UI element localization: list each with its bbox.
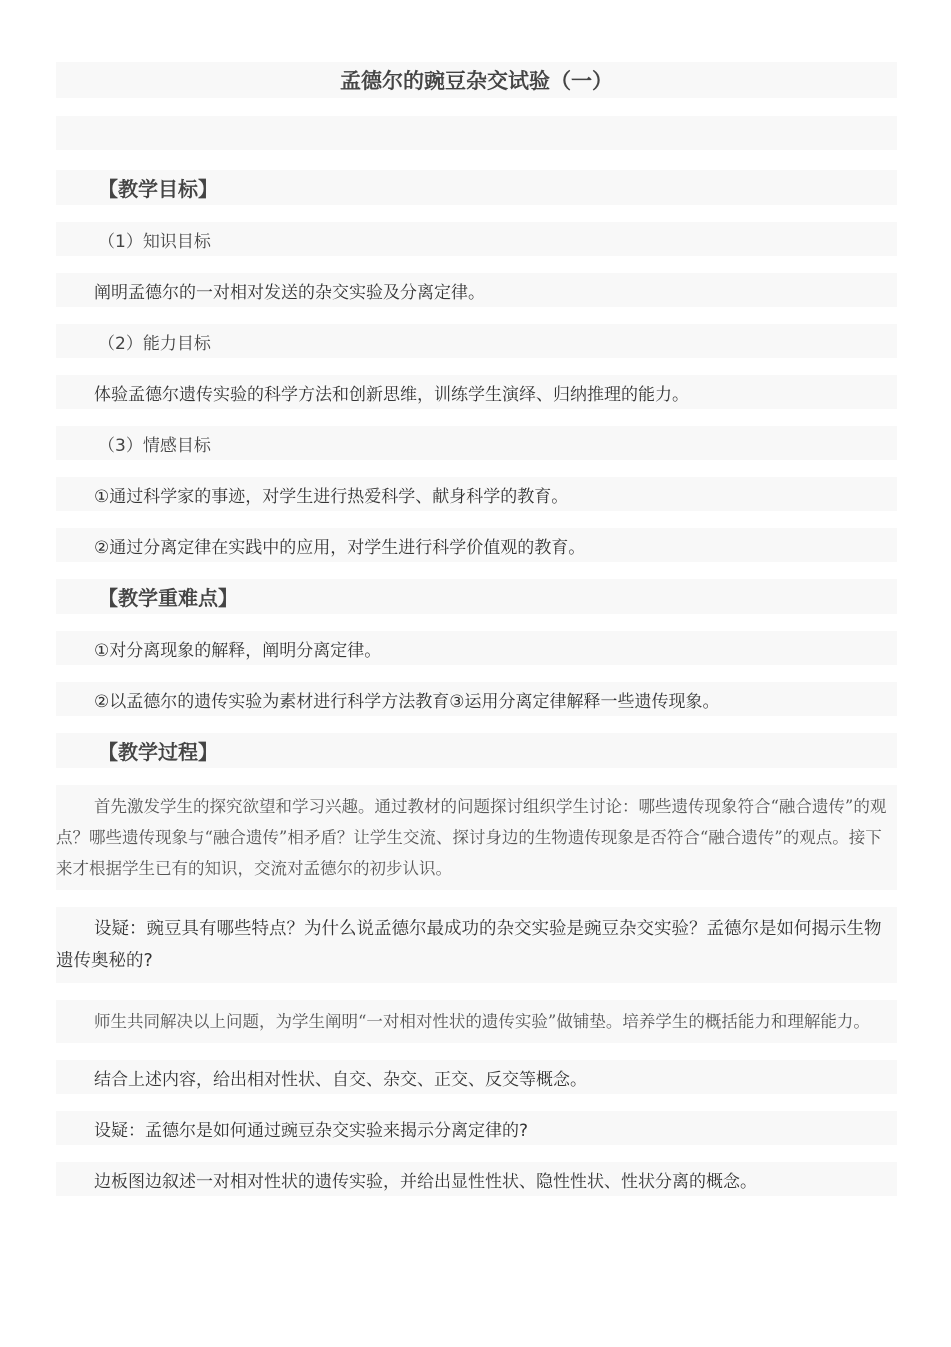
process-paragraph-5: 设疑：孟德尔是如何通过豌豆杂交实验来揭示分离定律的? — [56, 1111, 897, 1145]
blank-line — [56, 116, 897, 150]
ability-goal-text: 体验孟德尔遗传实验的科学方法和创新思维，训练学生演绎、归纳推理的能力。 — [56, 375, 897, 409]
subheading-knowledge-goal: （1）知识目标 — [56, 222, 897, 256]
knowledge-goal-text: 阐明孟德尔的一对相对发送的杂交实验及分离定律。 — [56, 273, 897, 307]
heading-teaching-process: 【教学过程】 — [56, 733, 897, 768]
page-title: 孟德尔的豌豆杂交试验（一） — [56, 62, 897, 98]
process-paragraph-6: 边板图边叙述一对相对性状的遗传实验，并给出显性性状、隐性性状、性状分离的概念。 — [56, 1162, 897, 1196]
heading-teaching-goals: 【教学目标】 — [56, 170, 897, 205]
process-paragraph-1: 首先激发学生的探究欲望和学习兴趣。通过教材的问题探讨组织学生讨论：哪些遗传现象符合“融合遗传”的观点？哪些遗传现象与“融合遗传”相矛盾？让学生交流、探讨身边的生物遗传现象是否符合“融合遗传”的观点。接下来才根据学生已有的知识，交流对孟德尔的初步认识。 — [56, 785, 897, 890]
subheading-ability-goal: （2）能力目标 — [56, 324, 897, 358]
key-point-2: ②以孟德尔的遗传实验为素材进行科学方法教育③运用分离定律解释一些遗传现象。 — [56, 682, 897, 716]
document-body — [56, 62, 897, 1213]
process-paragraph-2: 设疑：豌豆具有哪些特点？为什么说孟德尔最成功的杂交实验是豌豆杂交实验？孟德尔是如何揭示生物遗传奥秘的? — [56, 907, 897, 983]
heading-key-points: 【教学重难点】 — [56, 579, 897, 614]
emotion-goal-text-2: ②通过分离定律在实践中的应用，对学生进行科学价值观的教育。 — [56, 528, 897, 562]
process-paragraph-4: 结合上述内容，给出相对性状、自交、杂交、正交、反交等概念。 — [56, 1060, 897, 1094]
process-paragraph-3: 师生共同解决以上问题，为学生阐明“一对相对性状的遗传实验”做铺垫。培养学生的概括能力和理解能力。 — [56, 1000, 897, 1043]
emotion-goal-text-1: ①通过科学家的事迹，对学生进行热爱科学、献身科学的教育。 — [56, 477, 897, 511]
subheading-emotion-goal: （3）情感目标 — [56, 426, 897, 460]
key-point-1: ①对分离现象的解释，阐明分离定律。 — [56, 631, 897, 665]
